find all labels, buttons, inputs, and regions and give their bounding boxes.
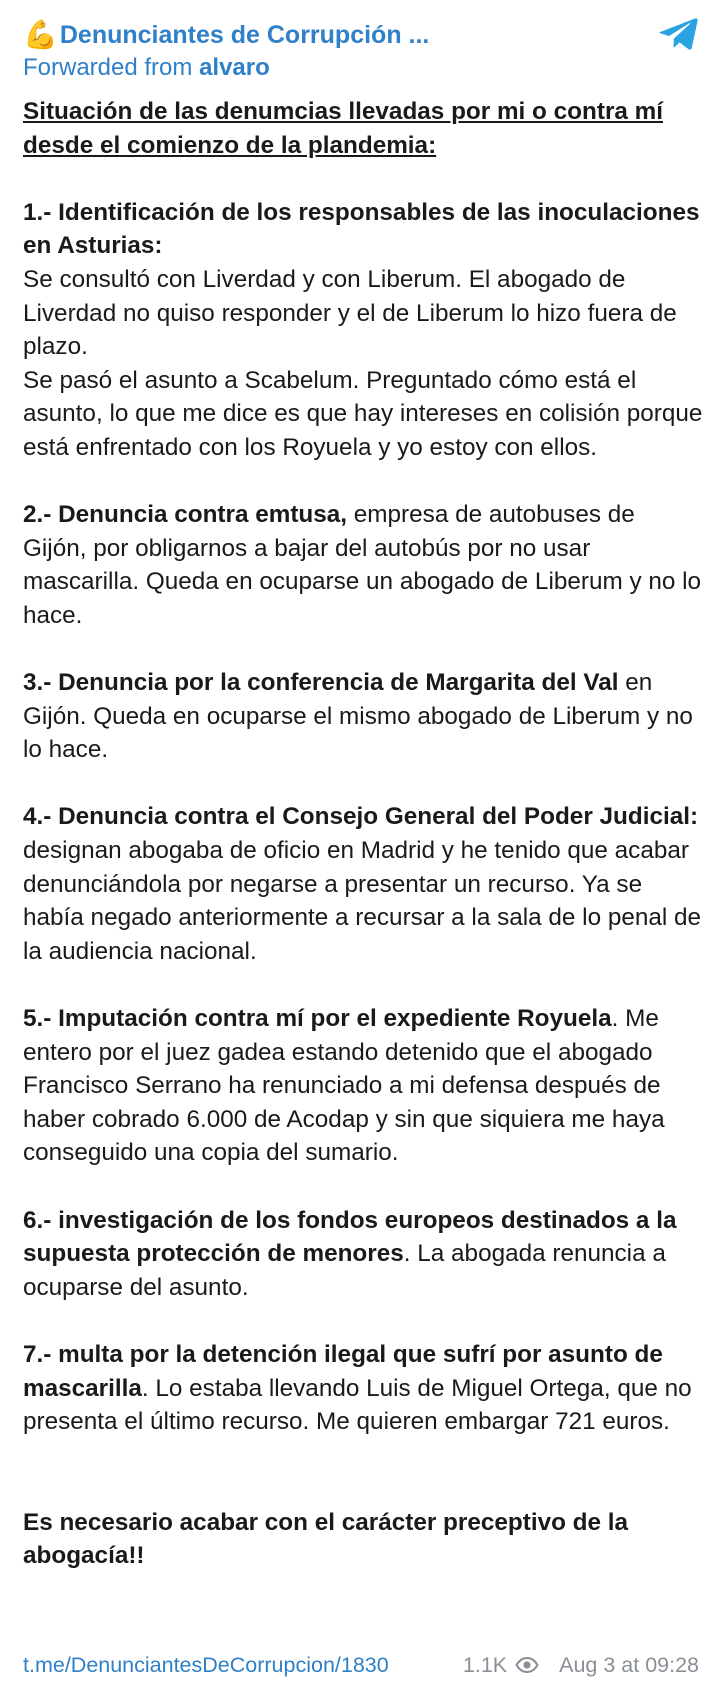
- item-5-text: . Me entero por el juez gadea estando detenido que el abogado Francisco Serrano ha renunciado a mi defensa después de haber cobrado 6.000 de Acodap y sin que siquiera me haya conseguido una copia del sumario.: [23, 1005, 665, 1167]
- forwarded-prefix: Forwarded from: [23, 54, 200, 81]
- item-2-text: empresa de autobuses de Gijón, por obligarnos a bajar del autobús por no usar mascarilla. Queda en ocuparse un abogado de Liberum y no lo hace.: [23, 501, 702, 629]
- item-7-heading: 7.- multa por la detención ilegal que sufrí por asunto de mascarilla: [23, 1340, 663, 1402]
- channel-name[interactable]: Denunciantes de Corrupción ...: [59, 21, 430, 49]
- post-date: Aug 3 at 09:28: [559, 1652, 699, 1677]
- item-1-heading: 1.- Identificación de los responsables de las inoculaciones en Asturias:: [23, 198, 700, 260]
- eye-icon: [515, 1657, 539, 1673]
- item-6-heading: 6.- investigación de los fondos europeos destinados a la supuesta protección de menores: [23, 1206, 677, 1268]
- view-count: [463, 1653, 559, 1678]
- message-title: Situación de las denumcias llevadas por mi o contra mí desde el comienzo de la plandemia:: [23, 98, 664, 159]
- view-count-value: 1.1K: [462, 1652, 508, 1677]
- item-4-heading: 4.- Denuncia contra el Consejo General del Poder Judicial:: [23, 803, 699, 831]
- flexed-biceps-emoji: 💪: [23, 19, 58, 50]
- item-5-heading: 5.- Imputación contra mí por el expediente Royuela: [23, 1005, 612, 1033]
- item-5: [23, 1002, 703, 1170]
- closing-statement: [23, 1506, 703, 1573]
- telegram-plane-icon[interactable]: [657, 16, 699, 52]
- message-body: [23, 95, 703, 1573]
- forwarded-author-link[interactable]: alvaro: [199, 54, 270, 81]
- item-4-text: designan abogaba de oficio en Madrid y he tenido que acabar denunciándola por negarse a presentar un recurso. Ya se había negado anteriormente a recursar a la sala de lo penal de la audiencia nacional.: [23, 837, 702, 965]
- item-7: [23, 1338, 703, 1439]
- closing-text: Es necesario acabar con el carácter preceptivo de la abogacía!!: [23, 1508, 629, 1570]
- channel-row[interactable]: [23, 17, 663, 53]
- item-6-text: . La abogada renuncia a ocuparse del asunto.: [23, 1240, 666, 1301]
- post-link[interactable]: t.me/DenunciantesDeCorrupcion/1830: [23, 1652, 389, 1677]
- item-3-text: en Gijón. Queda en ocuparse el mismo abogado de Liberum y no lo hace.: [23, 669, 693, 764]
- item-2-heading: 2.- Denuncia contra emtusa,: [23, 501, 348, 529]
- item-7-text: . Lo estaba llevando Luis de Miguel Ortega, que no presenta el último recurso. Me quieren embargar 721 euros.: [23, 1374, 692, 1436]
- item-2: [23, 498, 703, 632]
- item-1: [23, 196, 703, 263]
- item-1-paragraph-1: Se consultó con Liverdad y con Liberum. El abogado de Liverdad no quiso responder y el de Liberum lo hizo fuera de plazo.: [23, 265, 677, 361]
- item-3-heading: 3.- Denuncia por la conferencia de Margarita del Val: [23, 669, 619, 697]
- item-6: [23, 1204, 703, 1305]
- item-3: [23, 666, 703, 767]
- message-footer: [23, 1648, 699, 1682]
- forwarded-from: [23, 53, 663, 83]
- item-1-paragraph-2: Se pasó el asunto a Scabelum. Preguntado cómo está el asunto, lo que me dice es que hay intereses en colisión porque está enfrentado con los Royuela y yo estoy con ellos.: [23, 366, 703, 461]
- message-header: [23, 17, 663, 83]
- item-4: [23, 800, 703, 968]
